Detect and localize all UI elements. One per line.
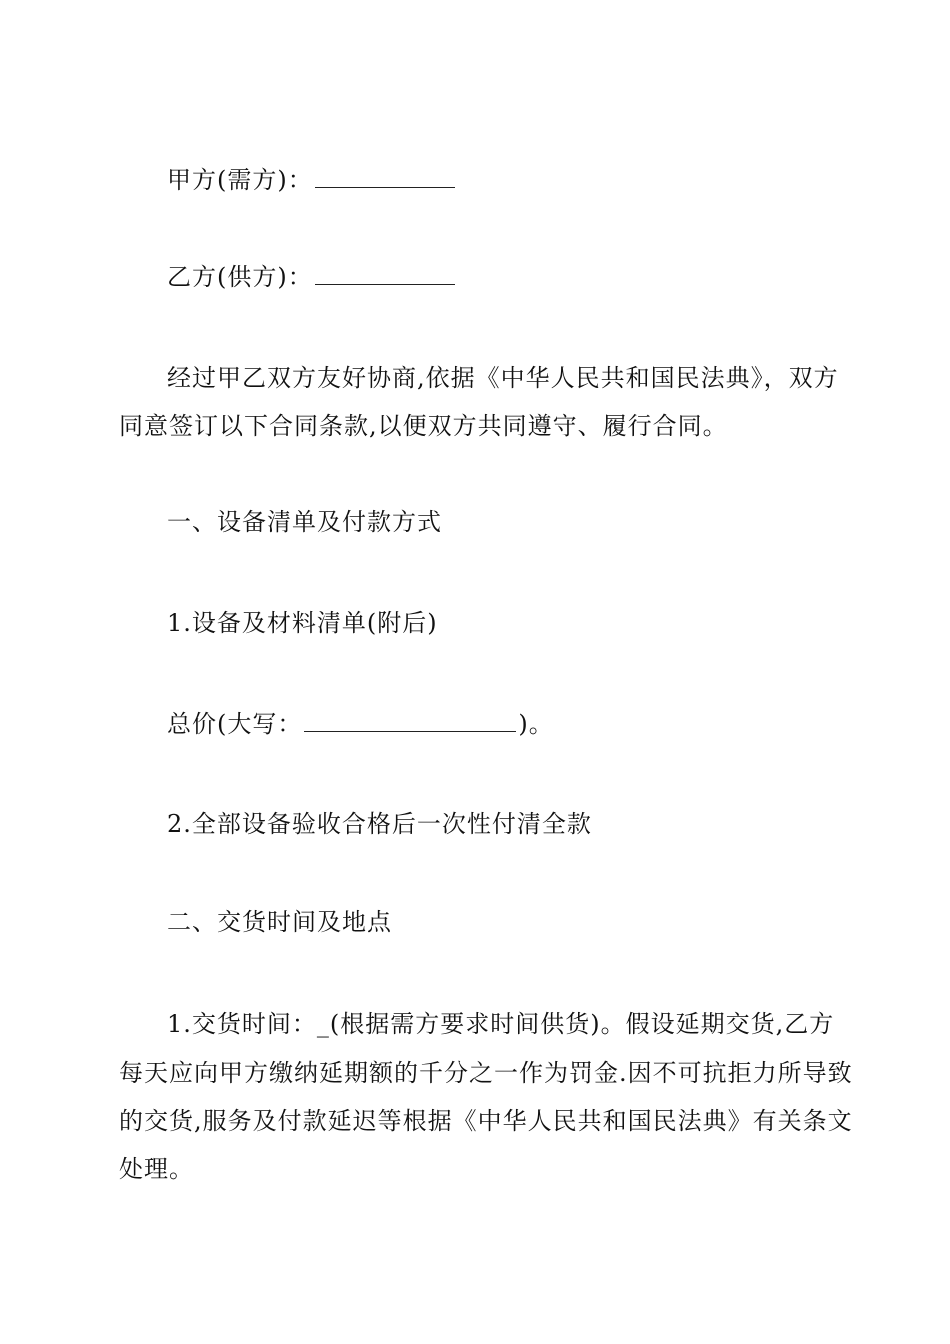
total-price-blank xyxy=(304,730,516,732)
party-a-label: 甲方(需方)： xyxy=(167,166,313,194)
party-b-blank xyxy=(315,283,455,285)
delivery-line-4: 处理。 xyxy=(119,1155,194,1183)
party-b-label: 乙方(供方)： xyxy=(167,263,313,291)
party-a-line xyxy=(167,156,887,204)
total-price-label: 总价(大写： xyxy=(167,710,303,738)
item-1-1: 1.设备及材料清单(附后) xyxy=(167,609,438,637)
delivery-line-1: 1.交货时间：_(根据需方要求时间供货)。假设延期交货,乙方 xyxy=(167,1010,835,1038)
delivery-line-3: 的交货,服务及付款延迟等根据《中华人民共和国民法典》有关条文 xyxy=(119,1107,853,1135)
section-1-heading: 一、设备清单及付款方式 xyxy=(167,508,442,536)
intro-line-2: 同意签订以下合同条款,以便双方共同遵守、履行合同。 xyxy=(119,412,728,440)
delivery-line-2: 每天应向甲方缴纳延期额的千分之一作为罚金.因不可抗拒力所导致 xyxy=(119,1059,853,1087)
total-price-line xyxy=(167,700,887,748)
section-2-heading: 二、交货时间及地点 xyxy=(167,908,392,936)
total-price-suffix: )。 xyxy=(518,710,554,738)
party-b-line xyxy=(167,253,887,301)
item-1-2: 2.全部设备验收合格后一次性付清全款 xyxy=(167,810,592,838)
intro-line-1: 经过甲乙双方友好协商,依据《中华人民共和国民法典》，双方 xyxy=(167,364,839,392)
party-a-blank xyxy=(315,186,455,188)
